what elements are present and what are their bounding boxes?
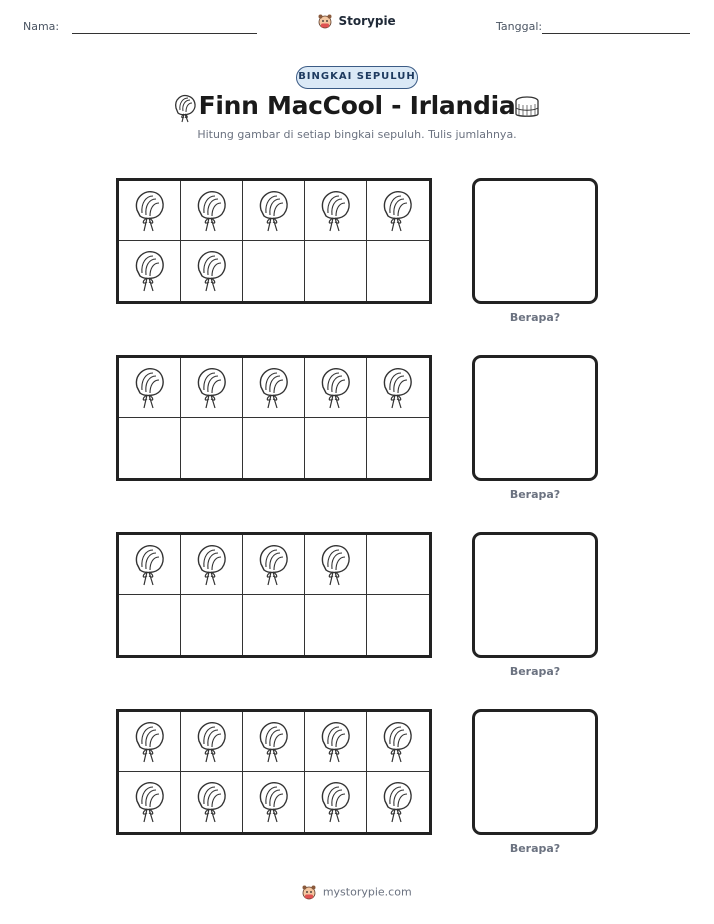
ten-frame-cell-filled [367,772,429,832]
bonnet-icon [256,188,292,234]
ten-frame-row [116,355,601,515]
ten-frame-cell-filled [305,358,367,418]
bonnet-icon [380,779,416,825]
ten-frame-row [116,532,601,692]
ten-frame-cell-filled [119,535,181,595]
bonnet-icon [318,719,354,765]
answer-box[interactable] [472,532,598,658]
ten-frame-cell-filled [181,535,243,595]
bonnet-icon [380,188,416,234]
bonnet-icon [380,365,416,411]
bonnet-icon [132,248,168,294]
ten-frame-cell-empty [243,418,305,478]
bonnet-icon [318,365,354,411]
answer-label: Berapa? [509,311,561,324]
answer-label: Berapa? [509,488,561,501]
footer [0,884,714,900]
ten-frame-cell-filled [305,535,367,595]
ten-frame-cell-empty [367,595,429,655]
ten-frame-row [116,178,601,338]
ten-frame-cell-filled [305,181,367,241]
footer-url: mystorypie.com [322,885,412,899]
bonnet-icon [256,365,292,411]
answer-label: Berapa? [509,665,561,678]
drum-icon [513,95,541,121]
bonnet-icon [132,365,168,411]
answer-box[interactable] [472,178,598,304]
ten-frame-cell-empty [367,418,429,478]
ten-frame-cell-filled [181,241,243,301]
ten-frame-cell-empty [305,595,367,655]
ten-frame-cell-filled [305,772,367,832]
bonnet-icon [194,779,230,825]
answer-label: Berapa? [509,842,561,855]
bonnet-icon [132,188,168,234]
bonnet-icon [318,779,354,825]
answer-box[interactable] [472,709,598,835]
instructions: Hitung gambar di setiap bingkai sepuluh. Tulis jumlahnya. [197,128,517,141]
bonnet-icon [132,779,168,825]
bonnet-icon [194,248,230,294]
bonnet-icon [194,542,230,588]
bonnet-icon [256,779,292,825]
storypie-mascot-icon [302,884,316,900]
ten-frame [116,178,432,304]
bonnet-icon [194,188,230,234]
ten-frame [116,532,432,658]
date-field[interactable] [542,33,690,34]
ten-frame-cell-filled [243,181,305,241]
ten-frame-cell-filled [119,241,181,301]
ten-frame-cell-filled [119,181,181,241]
ten-frame-cell-filled [119,358,181,418]
ten-frame-cell-empty [305,241,367,301]
bonnet-icon [132,542,168,588]
bonnet-icon [380,719,416,765]
ten-frame-cell-filled [243,535,305,595]
page-title: Finn MacCool - Irlandia [198,91,516,120]
name-field[interactable] [72,33,257,34]
bonnet-icon [318,542,354,588]
ten-frame-cell-filled [181,772,243,832]
bonnet-icon [132,719,168,765]
ten-frame [116,355,432,481]
ten-frame-cell-filled [243,772,305,832]
ten-frame-cell-filled [181,181,243,241]
name-label: Nama: [23,20,60,33]
ten-frame-cell-empty [243,241,305,301]
bonnet-icon [194,365,230,411]
bonnet-icon [194,719,230,765]
ten-frame-cell-filled [305,712,367,772]
ten-frame-cell-filled [181,358,243,418]
ten-frame-cell-filled [367,358,429,418]
ten-frame-cell-empty [367,241,429,301]
bonnet-icon [256,542,292,588]
ten-frame-cell-filled [119,712,181,772]
ten-frame-row [116,709,601,869]
ten-frame-cell-filled [367,181,429,241]
ten-frame-cell-filled [243,712,305,772]
ten-frame-cell-empty [119,418,181,478]
ten-frame-cell-empty [119,595,181,655]
ten-frame-cell-filled [367,712,429,772]
ten-frame-cell-empty [305,418,367,478]
ten-frame-cell-filled [243,358,305,418]
worksheet-type-badge: BINGKAI SEPULUH [296,66,418,89]
bonnet-icon [318,188,354,234]
ten-frame-cell-empty [243,595,305,655]
storypie-mascot-icon [318,13,332,29]
ten-frame-cell-empty [181,418,243,478]
brand-logo [0,13,714,29]
ten-frame-cell-filled [181,712,243,772]
answer-box[interactable] [472,355,598,481]
ten-frame-cell-empty [181,595,243,655]
date-label: Tanggal: [496,20,543,33]
ten-frame-cell-filled [119,772,181,832]
ten-frame [116,709,432,835]
ten-frame-cell-empty [367,535,429,595]
bonnet-icon [256,719,292,765]
brand-name: Storypie [338,14,396,28]
